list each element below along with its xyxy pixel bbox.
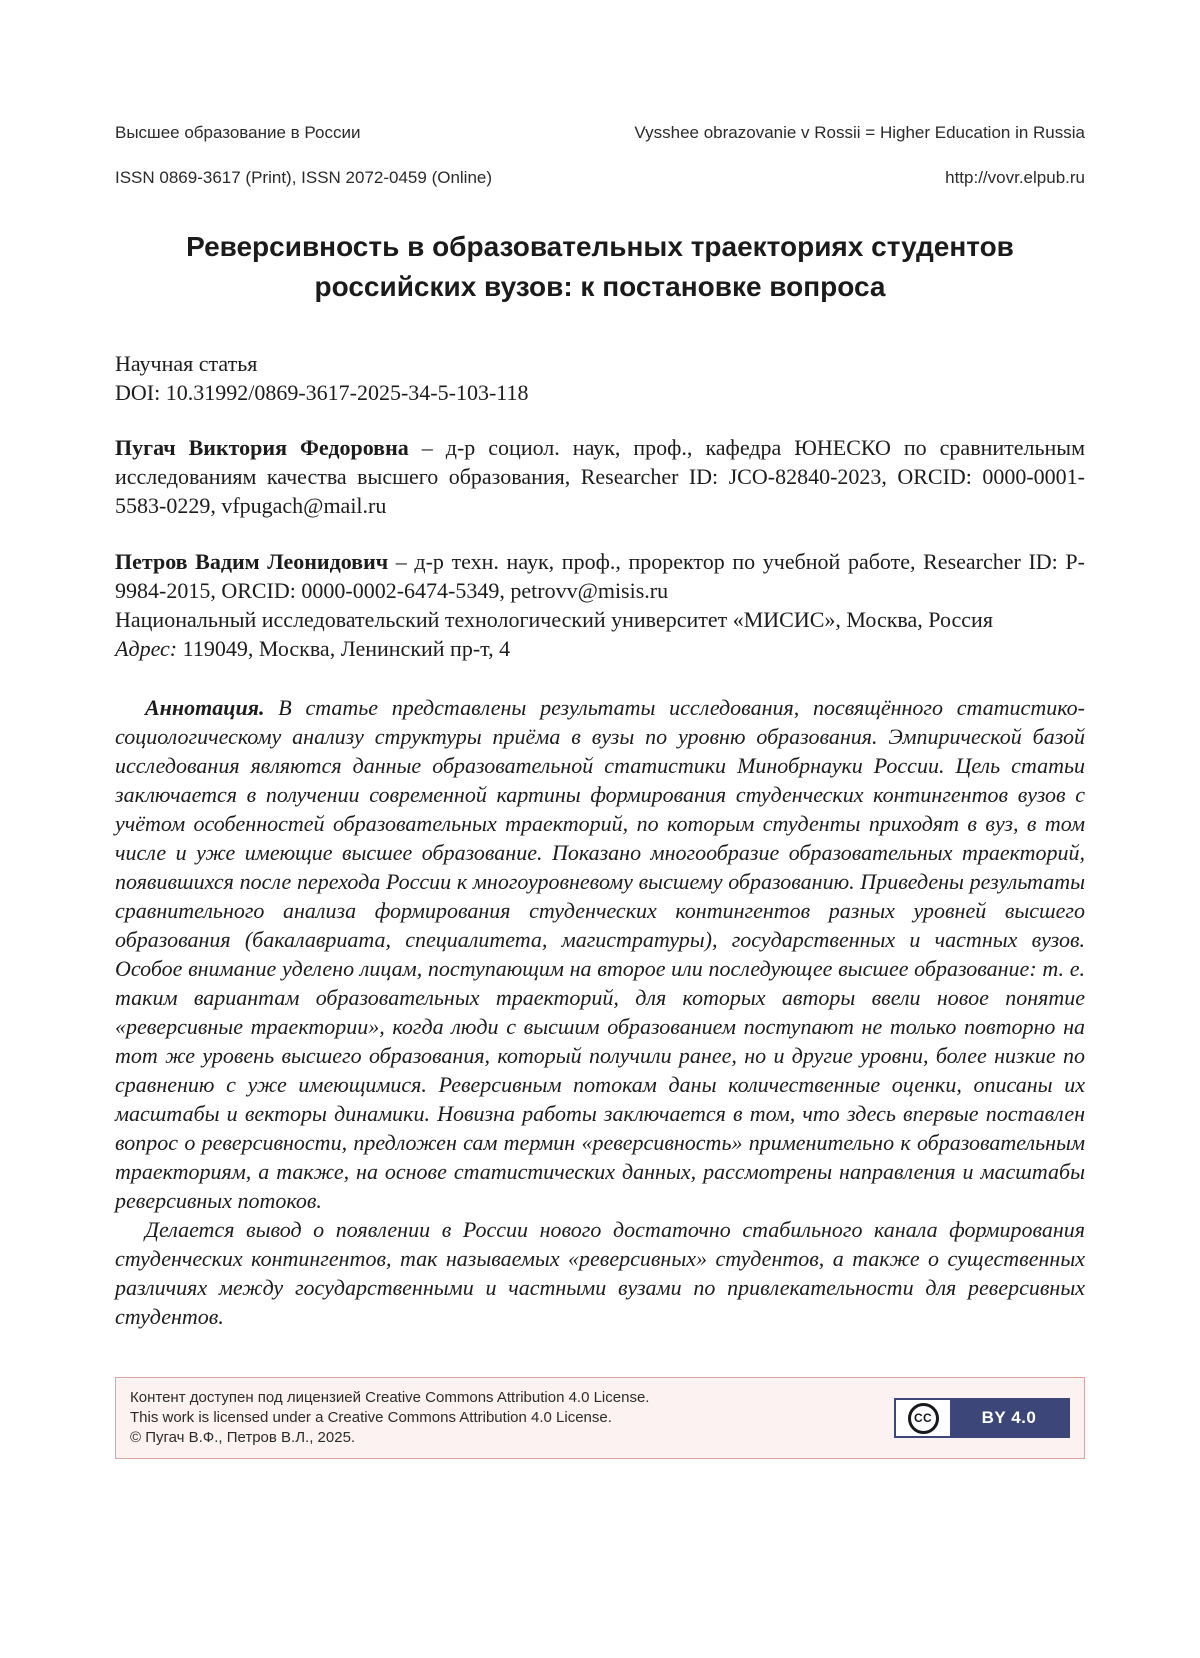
journal-title-ru: Высшее образование в России	[115, 123, 361, 142]
copyright-line: © Пугач В.Ф., Петров В.Л., 2025.	[130, 1429, 356, 1446]
author-1-name: Пугач Виктория Федоровна	[115, 435, 409, 460]
cc-circle-icon: CC	[908, 1403, 939, 1434]
abstract-paragraph-2: Делается вывод о появлении в России нового достаточно стабильного канала формирования студенческих контингентов, так называемых «реверсивных» студентов, а также о существенных различиях между государственными и частными вузами по привлекательности для реверсивных студентов.	[115, 1217, 1085, 1329]
author-2-affiliation: Национальный исследовательский технологический университет «МИСИС», Москва, Россия	[115, 607, 993, 632]
author-2-line	[115, 547, 1085, 605]
journal-title-translit: Vysshee obrazovanie v Rossii = Higher Education in Russia	[634, 123, 1085, 142]
author-2-address-line	[115, 634, 1085, 663]
author-2-name: Петров Вадим Леонидович	[115, 549, 389, 574]
address-value: 119049, Москва, Ленинский пр-т, 4	[177, 636, 511, 661]
issn-line: ISSN 0869-3617 (Print), ISSN 2072-0459 (Online)	[115, 168, 493, 187]
article-type: Научная статья	[115, 351, 258, 376]
journal-meta-row	[115, 167, 1085, 189]
article-doi: DOI: 10.31992/0869-3617-2025-34-5-103-118	[115, 380, 529, 405]
cc-by-badge[interactable]	[894, 1398, 1070, 1438]
cc-logo-icon	[896, 1400, 950, 1436]
author-2-info: – д-р техн. наук, проф., проректор по учебной работе, Researcher ID: P-9984-2015, ORCID: 0000-0002-6474-5349, petrovv@misis.ru	[115, 549, 1085, 603]
license-text	[130, 1388, 878, 1448]
abstract-paragraph-1	[115, 693, 1085, 1215]
cc-by-label: BY 4.0	[950, 1400, 1068, 1436]
author-2-block	[115, 547, 1085, 663]
address-label: Адрес:	[115, 636, 178, 661]
author-1-info: – д-р социол. наук, проф., кафедра ЮНЕСКО по сравнительным исследованиям качества высшего образования, Researcher ID: JCO-82840-2023, ORCID: 0000-0001-5583-0229, vfpugach@mail.ru	[115, 435, 1085, 518]
author-1-block	[115, 433, 1085, 520]
abstract-label: Аннотация.	[145, 695, 265, 720]
license-line-en: This work is licensed under a Creative Commons Attribution 4.0 License.	[130, 1409, 612, 1426]
article-title: Реверсивность в образовательных траекториях студентов российских вузов: к постановке вопроса	[186, 231, 1014, 302]
journal-url-link[interactable]: http://vovr.elpub.ru	[945, 168, 1085, 187]
abstract-text-1: В статье представлены результаты исследования, посвящённого статистико-социологическому анализу структуры приёма в вузы по уровню образования. Эмпирической базой исследования являются данные образовательной статистики Минобрнауки России. Цель статьи заключается в получении современной картины формирования студенческих контингентов вузов с учётом особенностей образовательных траекторий, по которым студенты приходят в вуз, в том числе и уже имеющие высшее образование. Показано многообразие образовательных траекторий, появившихся после перехода России к многоуровневому высшему образованию. Приведены результаты сравнительного анализа формирования студенческих контингентов разных уровней высшего образования (бакалавриата, специалитета, магистратуры), государственных и частных вузов. Особое внимание уделено лицам, поступающим на второе или последующее высшее образование: т. е. таким вариантам образовательных траекторий, для которых авторы ввели новое понятие «реверсивные траектории», когда люди с высшим образованием поступают не только повторно на тот же уровень высшего образования, который получили ранее, но и другие уровни, более низкие по сравнению с уже имеющимися. Реверсивным потокам даны количественные оценки, описаны их масштабы и векторы динамики. Новизна работы заключается в том, что здесь впервые поставлен вопрос о реверсивности, предложен сам термин «реверсивность» применительно к образовательным траекториям, а также, на основе статистических данных, рассмотрены направления и масштабы реверсивных потоков.	[115, 695, 1085, 1213]
article-meta	[115, 349, 1085, 407]
journal-header-row	[115, 122, 1085, 144]
license-box	[115, 1377, 1085, 1459]
license-line-ru: Контент доступен под лицензией Creative Commons Attribution 4.0 License.	[130, 1389, 650, 1406]
